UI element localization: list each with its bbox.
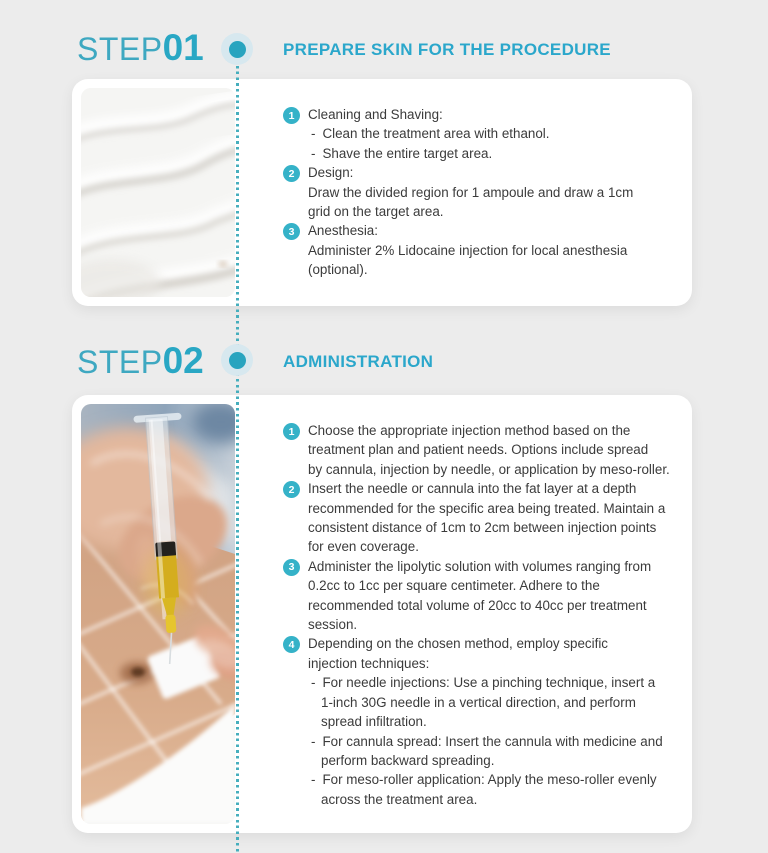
item-text (308, 221, 678, 279)
timeline-dot-step-01 (221, 33, 253, 65)
text-line: Administer 2% Lidocaine injection for local anesthesia (308, 242, 628, 258)
item-number-badge: 4 (283, 636, 300, 653)
step-02-title: ADMINISTRATION (283, 352, 434, 371)
step-item (283, 479, 678, 557)
step-item (283, 163, 678, 221)
step-item (283, 557, 678, 635)
sub-bullet-line: - For meso-roller application: Apply the meso-roller evenly (311, 772, 657, 788)
timeline-dot-step-02 (221, 344, 253, 376)
text-line: grid on the target area. (308, 204, 444, 220)
item-number-badge: 1 (283, 423, 300, 440)
sub-bullet-line: - For cannula spread: Insert the cannula with medicine and (311, 733, 663, 749)
text-line: Choose the appropriate injection method based on the (308, 423, 631, 438)
dash-bullet: - (311, 126, 316, 142)
item-number-badge: 2 (283, 165, 300, 182)
text-line: spread infiltration. (321, 714, 427, 730)
text-line: Anesthesia: (308, 223, 378, 239)
cream-texture-photo (81, 88, 235, 297)
text-line: recommended for the specific area being treated. Maintain a (308, 500, 666, 516)
dash-bullet: - (311, 675, 316, 691)
item-text (308, 557, 678, 635)
text-line: injection techniques: (308, 655, 430, 671)
step-01-number: 01 (162, 27, 204, 68)
dash-bullet: - (311, 772, 316, 788)
step-02-content (283, 421, 678, 809)
text-line: Design: (308, 165, 354, 181)
step-02-card (72, 395, 692, 833)
item-number-badge: 3 (283, 223, 300, 240)
item-text (308, 634, 678, 809)
injection-abdomen-photo (81, 404, 235, 824)
step-01-title: PREPARE SKIN FOR THE PROCEDURE (283, 40, 611, 59)
item-number-badge: 2 (283, 481, 300, 498)
text-line: 0.2cc to 1cc per square centimeter. Adhere to the (308, 578, 600, 594)
item-text (308, 479, 678, 557)
step-item (283, 634, 678, 809)
item-text (308, 163, 678, 221)
sub-bullet-line: - Shave the entire target area. (311, 145, 493, 161)
step-item (283, 221, 678, 279)
timeline-dot-icon (229, 41, 246, 58)
step-01-heading (77, 27, 204, 69)
step-02-number: 02 (162, 340, 204, 381)
timeline-dot-icon (229, 352, 246, 369)
step-item (283, 421, 678, 479)
text-line: Insert the needle or cannula into the fat layer at a depth (308, 481, 637, 497)
item-text (308, 421, 678, 479)
sub-bullet-line: - For needle injections: Use a pinching technique, insert a (311, 675, 656, 691)
text-line: perform backward spreading. (321, 752, 495, 768)
step-02-heading (77, 340, 204, 382)
text-line: Cleaning and Shaving: (308, 107, 443, 122)
step-item (283, 105, 678, 163)
step-01-label: STEP (77, 31, 163, 67)
text-line: treatment plan and patient needs. Options include spread (308, 442, 649, 458)
item-text (308, 105, 678, 163)
timeline-dotted-line (236, 60, 239, 853)
text-line: for even coverage. (308, 539, 419, 555)
step-01-card (72, 79, 692, 306)
text-line: consistent distance of 1cm to 2cm between injection points (308, 520, 657, 536)
step-02-label: STEP (77, 344, 163, 380)
text-line: 1-inch 30G needle in a vertical direction, and perform (321, 694, 636, 710)
item-number-badge: 3 (283, 559, 300, 576)
step-01-content (283, 105, 678, 280)
item-number-badge: 1 (283, 107, 300, 124)
text-line: Administer the lipolytic solution with volumes ranging from (308, 558, 652, 574)
text-line: Draw the divided region for 1 ampoule and draw a 1cm (308, 184, 634, 200)
text-line: across the treatment area. (321, 791, 478, 807)
dash-bullet: - (311, 145, 316, 161)
dash-bullet: - (311, 733, 316, 749)
text-line: Depending on the chosen method, employ specific (308, 636, 608, 652)
text-line: session. (308, 617, 358, 633)
text-line: recommended total volume of 20cc to 40cc per treatment (308, 597, 647, 613)
text-line: by cannula, injection by needle, or application by meso-roller. (308, 461, 670, 477)
sub-bullet-line: - Clean the treatment area with ethanol. (311, 126, 550, 142)
text-line: (optional). (308, 262, 368, 278)
